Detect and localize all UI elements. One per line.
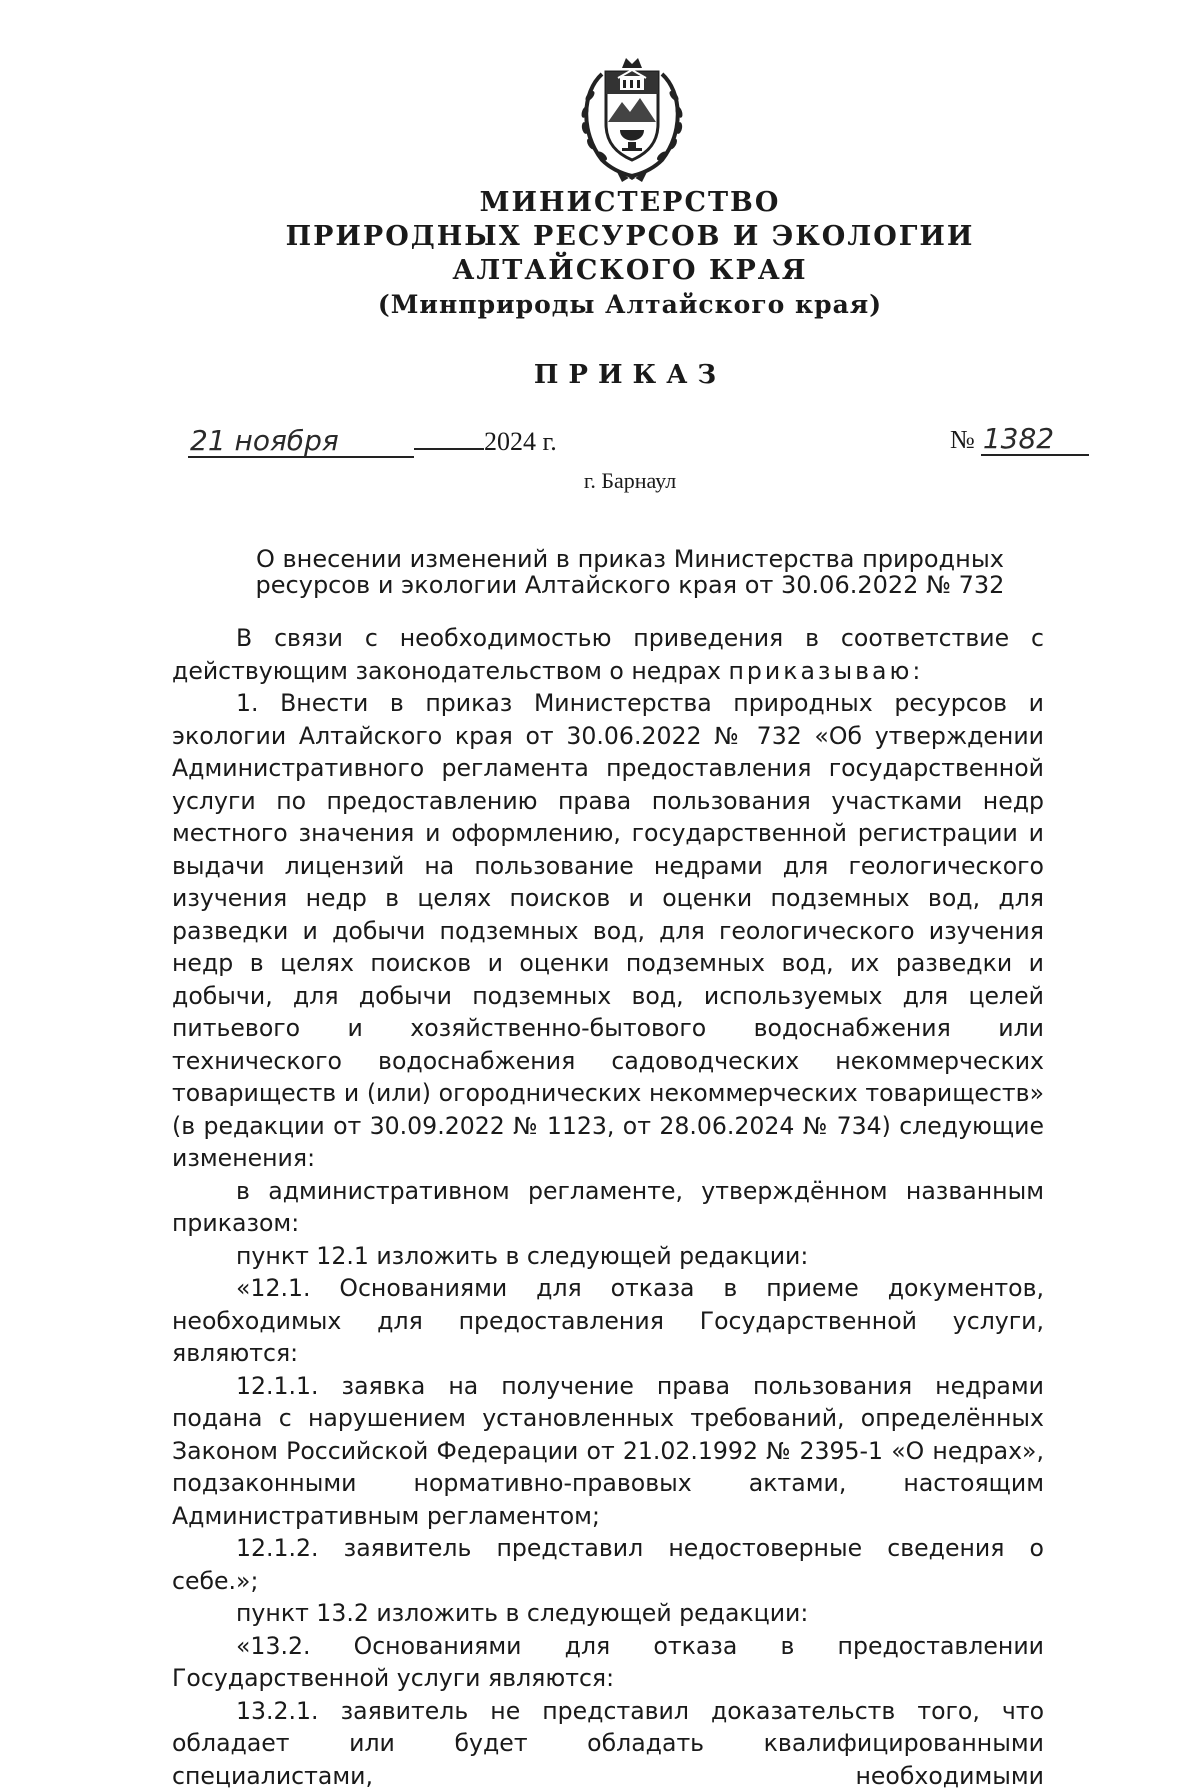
order-year: 2024 г. <box>484 427 557 456</box>
paragraph-point-12-1-intro: пункт 12.1 изложить в следующей редакции: <box>172 1240 1044 1273</box>
paragraph-item-1: 1. Внести в приказ Министерства природных ресурсов и экологии Алтайского края от 30.06.2022 № 732 «Об утверждении Административного регламента предоставления государственной услуги по предоставлению права пользования участками недр местного значения и оформлению, государственной регистрации и выдачи лицензий на пользование недрами для геологического изучения недр в целях поисков и оценки подземных вод, для разведки и добычи подземных вод, для геологического изучения недр в целях поисков и оценки подземных вод, их разведки и добычи, для добычи подземных вод, используемых для целей питьевого и хозяйственно-бытового водоснабжения или технического водоснабжения садоводческих некоммерческих товариществ и (или) огороднических некоммерческих товариществ» (в редакции от 30.09.2022 № 1123, от 28.06.2024 № 734) следующие изменения: <box>172 687 1044 1175</box>
paragraph-regulation-intro: в административном регламенте, утверждённом названным приказом: <box>172 1175 1044 1240</box>
subject-line-2: ресурсов и экологии Алтайского края от 30.06.2022 № 732 <box>240 572 1020 598</box>
paragraph-point-12-1: «12.1. Основаниями для отказа в приеме документов, необходимых для предоставления Государственной услуги, являются: <box>172 1272 1044 1370</box>
paragraph-point-13-2: «13.2. Основаниями для отказа в предоставлении Государственной услуги являются: <box>172 1630 1044 1695</box>
order-number <box>950 424 1089 456</box>
handwritten-date: 21 ноября <box>188 426 414 458</box>
order-number-label: № <box>950 425 975 454</box>
ministry-name-line-2: ПРИРОДНЫХ РЕСУРСОВ И ЭКОЛОГИИ <box>200 220 1060 254</box>
paragraph-point-13-2-1: 13.2.1. заявитель не представил доказательств того, что обладает или будет обладать квалифицированными специалистами, необходимыми <box>172 1695 1044 1792</box>
paragraph-point-12-1-1: 12.1.1. заявка на получение права пользования недрами подана с нарушением установленных требований, определённых Законом Российской Федерации от 21.02.1992 № 2395-1 «О недрах», подзаконными нормативно-правовых актами, настоящим Административным регламентом; <box>172 1370 1044 1533</box>
order-body <box>172 622 1044 1792</box>
paragraph-point-13-2-intro: пункт 13.2 изложить в следующей редакции: <box>172 1597 1044 1630</box>
ministry-heading <box>200 186 1060 322</box>
paragraph-point-12-1-2: 12.1.2. заявитель представил недостоверные сведения о себе.»; <box>172 1532 1044 1597</box>
preamble-text: В связи с необходимостью приведения в соответствие с действующим законодательством о недрах <box>172 624 1044 685</box>
date-blank-line <box>414 424 484 450</box>
order-date <box>188 424 557 458</box>
coat-of-arms-emblem-icon <box>572 52 692 184</box>
order-subject <box>240 546 1020 598</box>
preamble-order-word: приказываю: <box>728 657 923 685</box>
ministry-name-line-3: АЛТАЙСКОГО КРАЯ <box>200 254 1060 288</box>
order-title: ПРИКАЗ <box>200 360 1060 390</box>
handwritten-number: 1382 <box>981 424 1089 456</box>
order-city: г. Барнаул <box>200 468 1060 494</box>
subject-line-1: О внесении изменений в приказ Министерства природных <box>240 546 1020 572</box>
ministry-name-line-1: МИНИСТЕРСТВО <box>200 186 1060 220</box>
paragraph-preamble <box>172 622 1044 687</box>
ministry-short-name: (Минприроды Алтайского края) <box>200 288 1060 322</box>
